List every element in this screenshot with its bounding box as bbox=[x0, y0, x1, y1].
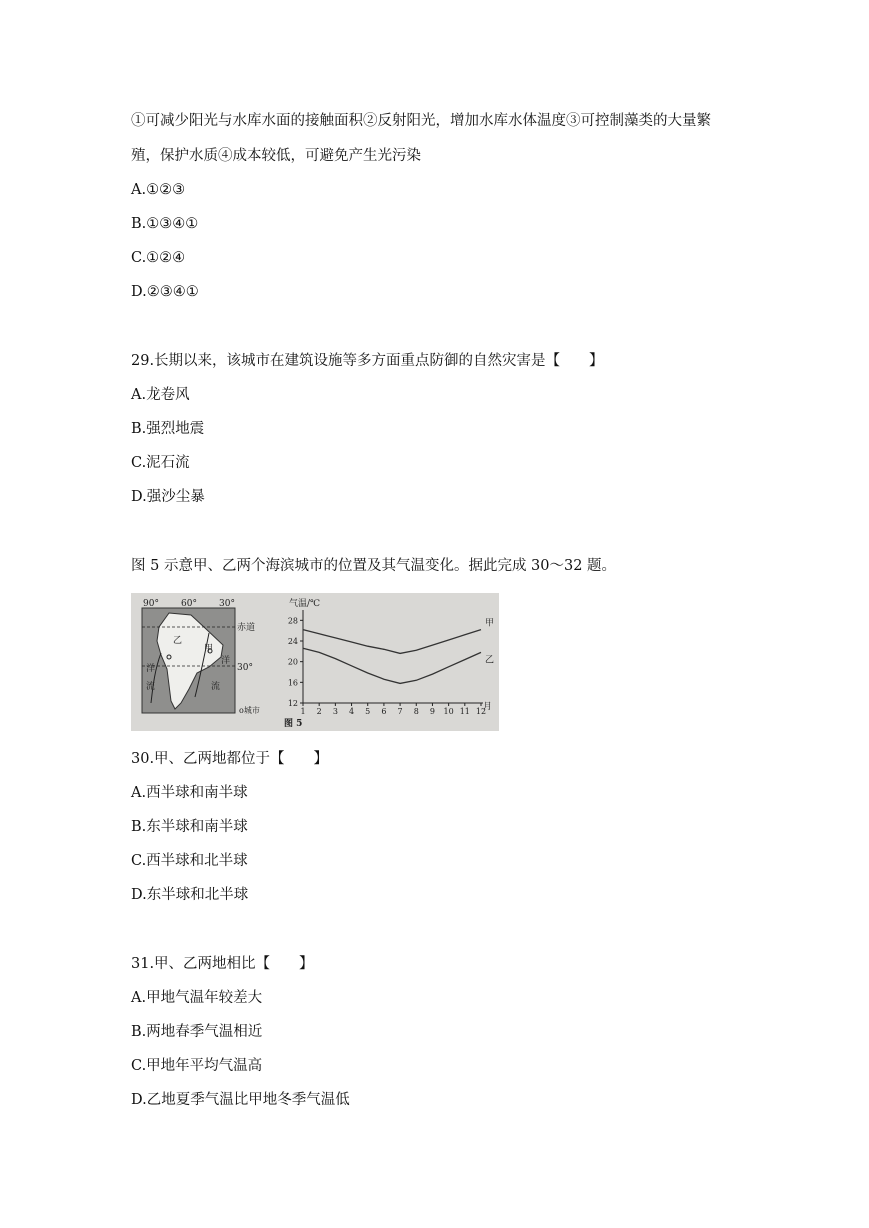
current-left-char-2: 流 bbox=[146, 682, 156, 692]
temperature-chart bbox=[284, 597, 494, 729]
x-tick-label: 6 bbox=[381, 707, 387, 716]
q29-choice-a: A.龙卷风 bbox=[131, 387, 190, 403]
figure-caption: 图 5 bbox=[284, 719, 303, 729]
x-tick-label: 12 bbox=[475, 707, 487, 716]
lat-30-label: 30° bbox=[237, 663, 253, 673]
series-label-yi: 乙 bbox=[485, 655, 495, 666]
series-label-jia: 甲 bbox=[485, 618, 495, 629]
x-tick-label: 11 bbox=[459, 707, 470, 716]
x-tick-label: 3 bbox=[332, 707, 338, 716]
equator-label: 赤道 bbox=[237, 623, 256, 633]
x-tick-label: 4 bbox=[348, 707, 355, 716]
y-tick-label: 12 bbox=[287, 699, 298, 708]
q29-stem: 29.长期以来，该城市在建筑设施等多方面重点防御的自然灾害是【 】 bbox=[131, 353, 604, 369]
current-right-char-1: 洋 bbox=[221, 656, 231, 666]
q30-choice-a: A.西半球和南半球 bbox=[131, 785, 248, 801]
q30-choice-c: C.西半球和北半球 bbox=[131, 853, 248, 869]
q31-choice-a: A.甲地气温年较差大 bbox=[131, 990, 263, 1006]
y-tick-label: 20 bbox=[287, 657, 298, 667]
q28-choice-a: A.①②③ bbox=[131, 182, 186, 198]
q29-choice-d: D.强沙尘暴 bbox=[131, 489, 205, 505]
x-tick-label: 7 bbox=[397, 707, 403, 716]
chart-ylabel: 气温/℃ bbox=[289, 599, 321, 609]
series-line-yi bbox=[303, 648, 481, 683]
chart-xlabel: 月 bbox=[483, 702, 493, 712]
series-line-jia bbox=[303, 630, 481, 654]
q31-choice-c: C.甲地年平均气温高 bbox=[131, 1058, 263, 1074]
q28-option-text-line-1: ①可减少阳光与水库水面的接触面积②反射阳光，增加水库水体温度③可控制藻类的大量繁 bbox=[131, 113, 711, 129]
x-tick-label: 1 bbox=[300, 707, 306, 716]
x-tick-label: 8 bbox=[413, 707, 419, 716]
map-legend: o城市 bbox=[239, 706, 260, 715]
q30-stem: 30.甲、乙两地都位于【 】 bbox=[131, 751, 329, 767]
x-tick-label: 5 bbox=[365, 707, 371, 716]
q29-choice-b: B.强烈地震 bbox=[131, 421, 205, 437]
y-tick-label: 28 bbox=[287, 616, 298, 626]
current-left-char-1: 洋 bbox=[146, 664, 156, 674]
figure-intro: 图 5 示意甲、乙两个海滨城市的位置及其气温变化。据此完成 30～32 题。 bbox=[131, 558, 617, 574]
city-yi-label: 乙 bbox=[173, 636, 183, 646]
q28-choice-c: C.①②④ bbox=[131, 250, 186, 266]
x-tick-label: 9 bbox=[429, 707, 436, 716]
current-right-char-2: 流 bbox=[211, 682, 221, 692]
y-tick-label: 24 bbox=[287, 637, 298, 646]
lon-label-90: 90° bbox=[143, 599, 159, 609]
x-tick-label: 2 bbox=[316, 707, 322, 716]
q28-option-text-line-2: 殖，保护水质④成本较低，可避免产生光污染 bbox=[131, 148, 421, 164]
lon-label-30: 30° bbox=[219, 599, 235, 609]
x-tick-label: 10 bbox=[443, 707, 454, 716]
q28-choice-b: B.①③④① bbox=[131, 216, 199, 232]
q28-choice-d: D.②③④① bbox=[131, 284, 199, 300]
figure-5-svg bbox=[131, 593, 499, 731]
lon-label-60: 60° bbox=[181, 599, 197, 609]
q31-choice-b: B.两地春季气温相近 bbox=[131, 1024, 263, 1040]
q29-choice-c: C.泥石流 bbox=[131, 455, 190, 471]
y-tick-label: 16 bbox=[287, 678, 298, 688]
city-jia-label: 甲 bbox=[204, 644, 214, 654]
q31-stem: 31.甲、乙两地相比【 】 bbox=[131, 956, 314, 972]
q30-choice-d: D.东半球和北半球 bbox=[131, 887, 249, 903]
figure-5 bbox=[131, 593, 499, 731]
q31-choice-d: D.乙地夏季气温比甲地冬季气温低 bbox=[131, 1092, 350, 1108]
q30-choice-b: B.东半球和南半球 bbox=[131, 819, 248, 835]
map-panel bbox=[142, 599, 260, 715]
